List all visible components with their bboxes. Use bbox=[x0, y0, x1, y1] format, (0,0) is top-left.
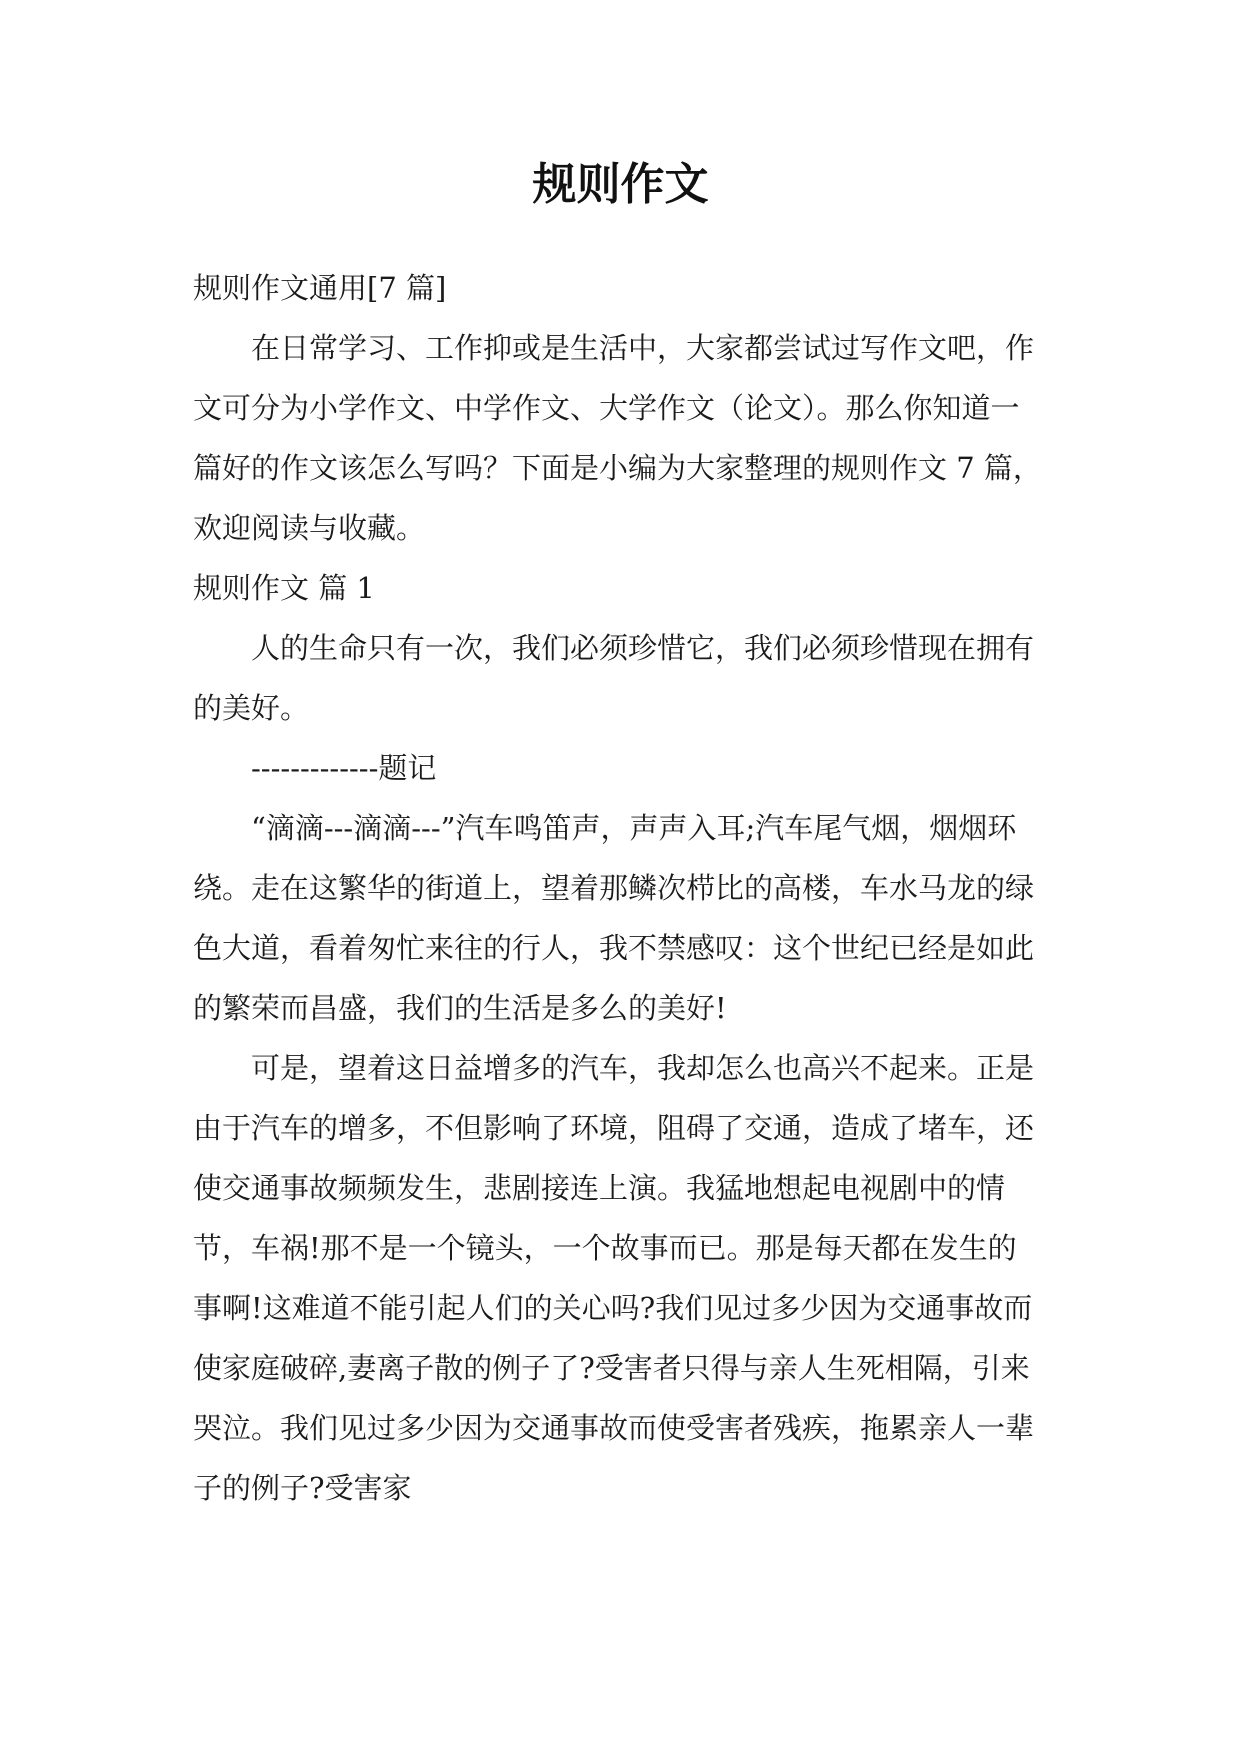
document-body bbox=[193, 258, 1043, 1518]
epigraph-attribution: -------------题记 bbox=[251, 751, 437, 785]
body-paragraph: 可是，望着这日益增多的汽车，我却怎么也高兴不起来。正是由于汽车的增多，不但影响了环境，阻碍了交通，造成了堵车，还使交通事故频频发生，悲剧接连上演。我猛地想起电视剧中的情节，车祸!那不是一个镜头，一个故事而已。那是每天都在发生的事啊!这难道不能引起人们的关心吗?我们见过多少因为交通事故而使家庭破碎,妻离子散的例子了?受害者只得与亲人生死相隔，引来哭泣。我们见过多少因为交通事故而使受害者残疾，拖累亲人一辈子的例子?受害家 bbox=[193, 1051, 1035, 1505]
document-title: 规则作文 bbox=[532, 159, 709, 210]
section-heading: 规则作文 篇 1 bbox=[193, 571, 375, 605]
body-paragraph: “滴滴---滴滴---”汽车鸣笛声，声声入耳;汽车尾气烟，烟烟环绕。走在这繁华的街道上，望着那鳞次栉比的高楼，车水马龙的绿色大道，看着匆忙来往的行人，我不禁感叹：这个世纪已经是如此的繁荣而昌盛，我们的生活是多么的美好! bbox=[193, 811, 1035, 1025]
epigraph-paragraph: 人的生命只有一次，我们必须珍惜它，我们必须珍惜现在拥有的美好。 bbox=[193, 631, 1035, 725]
intro-paragraph: 在日常学习、工作抑或是生活中，大家都尝试过写作文吧，作文可分为小学作文、中学作文、大学作文（论文）。那么你知道一篇好的作文该怎么写吗？下面是小编为大家整理的规则作文 7 篇，欢迎阅读与收藏。 bbox=[193, 331, 1042, 545]
subtitle-line: 规则作文通用[7 篇] bbox=[193, 271, 447, 305]
